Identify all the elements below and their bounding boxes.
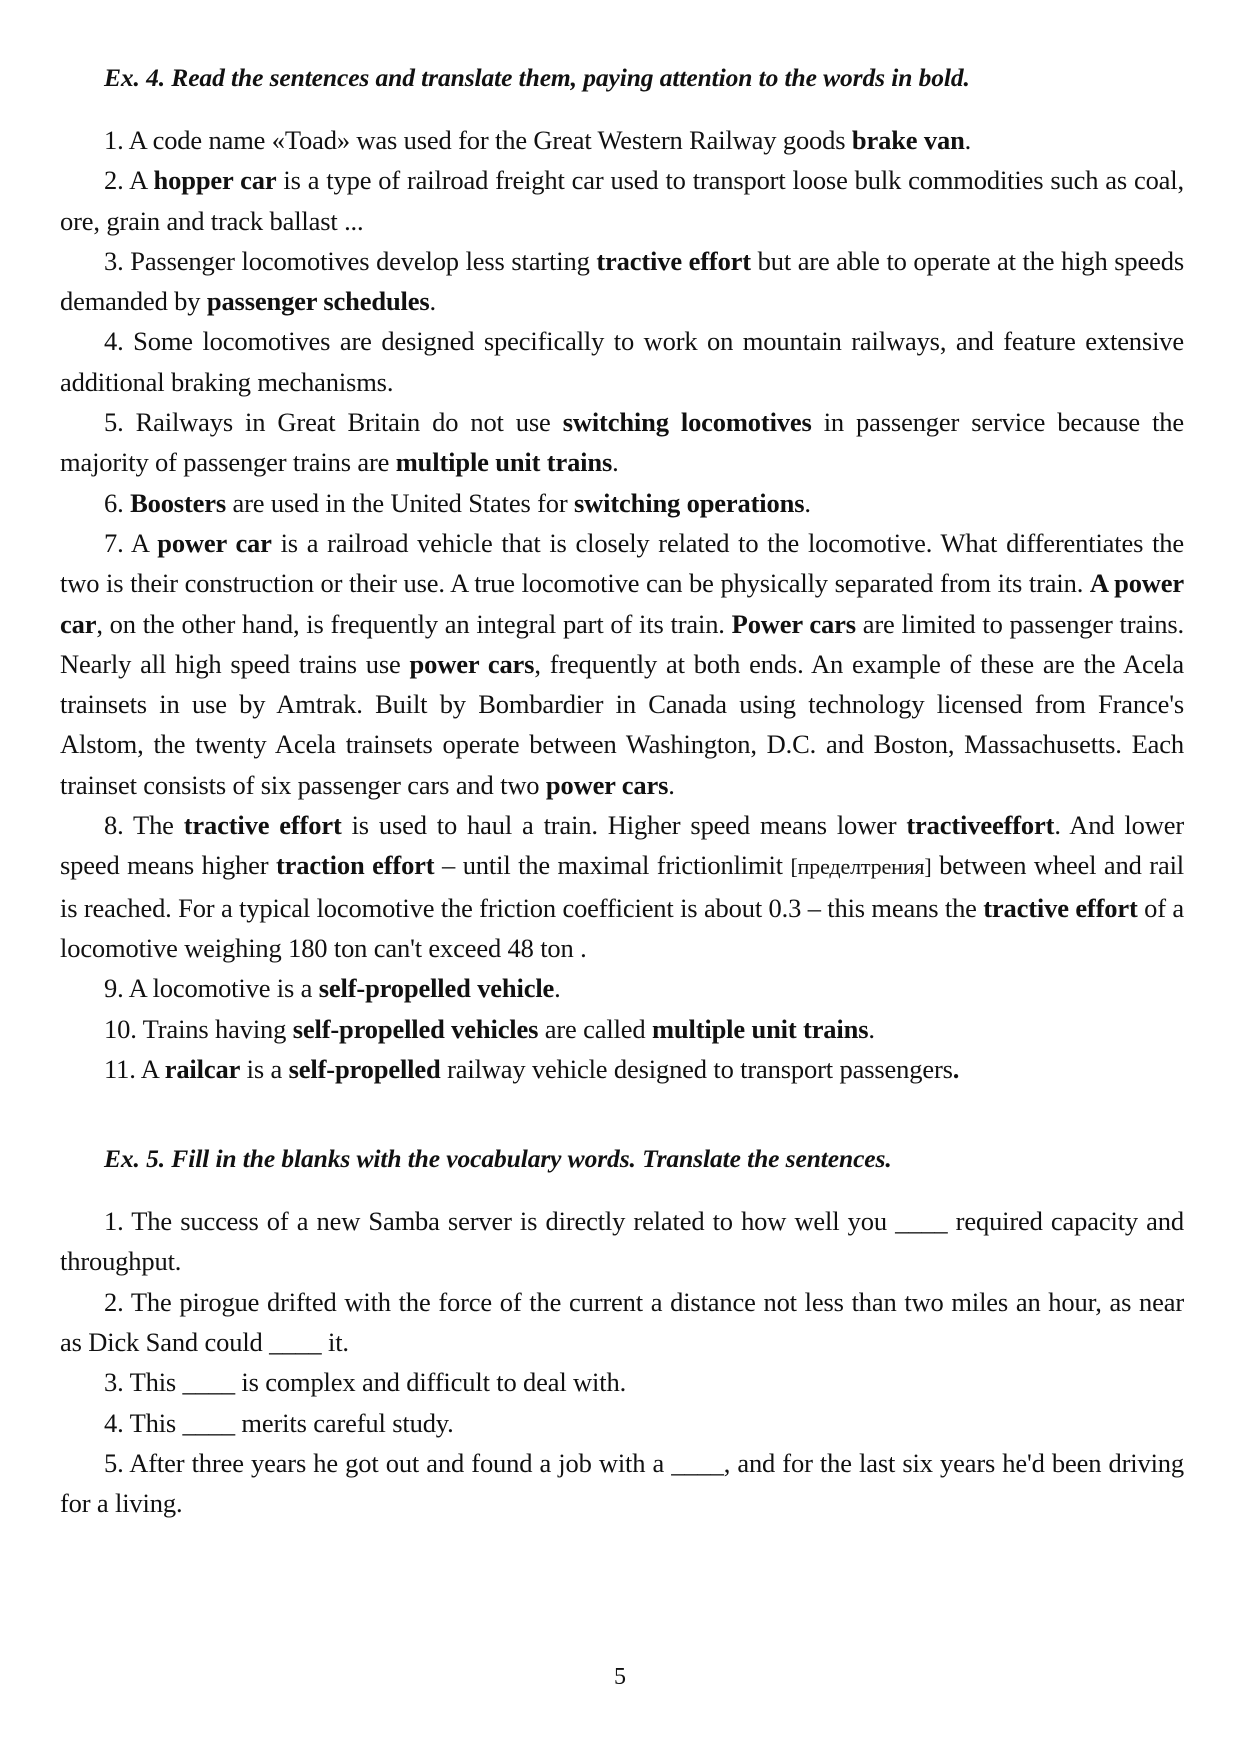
bold-term: tractive effort — [983, 892, 1138, 923]
sentence-list — [60, 120, 1184, 1089]
sentence-text: . — [554, 973, 561, 1004]
sentence-text: in passenger service because the majority of passenger trains are — [60, 407, 1184, 478]
bold-term: switching operations — [574, 487, 805, 518]
sentence-text: . — [612, 447, 619, 478]
document-page — [60, 58, 1184, 1524]
sentence-item — [60, 402, 1184, 483]
sentence-text: 7. A — [104, 527, 158, 558]
sentence-text: 11. A — [104, 1053, 165, 1084]
bold-term: self-propelled — [288, 1053, 441, 1084]
sentence-text: of a locomotive weighing 180 ton can't exceed 48 ton . — [60, 892, 1185, 963]
sentence-text: . — [964, 125, 972, 155]
sentence-list — [60, 1201, 1184, 1523]
sentence-text: . — [868, 1013, 875, 1044]
sentence-item — [60, 1443, 1184, 1524]
sentence-item — [60, 523, 1184, 805]
bold-term: brake van — [851, 125, 965, 155]
exercise-4 — [60, 58, 1184, 1089]
sentence-text: railway vehicle designed to transport passengers — [440, 1053, 953, 1084]
bold-term: railcar — [164, 1053, 241, 1084]
sentence-text: are called — [538, 1013, 652, 1044]
sentence-text: but are able to operate at the high speeds demanded by — [60, 245, 1185, 317]
sentence-text: is used to haul a train. Higher speed means lower — [341, 810, 907, 841]
sentence-text: 2. The pirogue drifted with the force of the current a distance not less than two miles an hour, as near as Dick Sand could ____ it. — [60, 1286, 1184, 1358]
sentence-text: . — [804, 487, 811, 518]
bold-term: A power car — [60, 568, 1185, 639]
sentence-text: 4. Some locomotives are designed specifically to work on mountain railways, and feature extensive additional braking mechanisms. — [60, 326, 1184, 397]
sentence-text: . — [668, 769, 675, 800]
sentence-text: 10. Trains having — [104, 1013, 293, 1044]
sentence-item — [60, 483, 1184, 523]
sentence-text: is a — [240, 1053, 289, 1084]
exercise-heading: Ex. 4. Read the sentences and translate them, paying attention to the words in bold. — [104, 63, 970, 92]
sentence-text: , frequently at both ends. An example of these are the Acela trainsets in use by Amtrak. Built by Bombardier in Canada using technology licensed from France's Alstom, the twenty Acela trainsets operate between Washington, D.C. and Boston, Massachusetts. Each trainset consists of six passenger cars and two — [60, 648, 1185, 800]
bold-term: tractive effort — [596, 245, 751, 276]
sentence-item — [60, 1009, 1184, 1049]
bold-term: power car — [157, 527, 272, 558]
sentence-text: are limited to passenger trains. Nearly all high speed trains use — [60, 608, 1184, 679]
bold-term: Boosters — [130, 487, 227, 518]
sentence-item — [60, 241, 1184, 322]
sentence-text: . — [429, 286, 437, 317]
sentence-item — [60, 805, 1184, 968]
exercise-5 — [60, 1139, 1184, 1523]
sentence-text: 1. The success of a new Samba server is directly related to how well you ____ required capacity and throughput. — [60, 1206, 1184, 1277]
sentence-item — [60, 968, 1184, 1008]
bold-term: . — [952, 1053, 960, 1084]
exercise-heading: Ex. 5. Fill in the blanks with the vocabulary words. Translate the sentences. — [104, 1144, 892, 1174]
bold-term: tractive effort — [183, 810, 342, 841]
sentence-text: 9. A locomotive is a — [104, 973, 319, 1004]
bold-term: multiple unit trains — [395, 447, 613, 478]
sentence-text: 5. Railways in Great Britain do not use — [104, 407, 563, 438]
page-number: 5 — [614, 1664, 626, 1690]
sentence-item — [60, 321, 1184, 402]
sentence-text: 5. After three years he got out and found a job with a ____, and for the last six years he'd been driving for a living. — [60, 1447, 1184, 1519]
bold-term: self-propelled vehicle — [318, 973, 555, 1004]
sentence-item — [60, 1201, 1184, 1282]
bold-term: hopper car — [153, 165, 277, 196]
bold-term: passenger schedules — [206, 286, 430, 317]
sentence-text: are used in the United States for — [226, 487, 574, 518]
bold-term: power cars — [409, 648, 535, 679]
bold-term: power cars — [545, 769, 669, 800]
bold-term: multiple unit trains — [651, 1013, 869, 1044]
sentence-text: 3. This ____ is complex and difficult to deal with. — [104, 1367, 627, 1398]
bold-term: Power cars — [731, 608, 856, 639]
sentence-text: , on the other hand, is frequently an integral part of its train. — [96, 608, 732, 639]
russian-gloss: [пределтрения] — [790, 854, 932, 880]
sentence-item — [60, 1049, 1184, 1089]
sentence-text: is a railroad vehicle that is closely related to the locomotive. What differentiates the two is their construction or their use. A true locomotive can be physically separated from its train. — [60, 527, 1184, 599]
sentence-text: . And lower speed means higher — [60, 810, 1184, 881]
sentence-item — [60, 1362, 1184, 1402]
sentence-text: 6. — [104, 487, 131, 518]
bold-term: switching locomotives — [562, 407, 812, 438]
bold-term: tractiveeffort — [906, 810, 1055, 841]
sentence-text: between wheel and rail is reached. For a typical locomotive the friction coefficient is about 0.3 – this means the — [60, 850, 1185, 923]
sentence-text: is a type of railroad freight car used to transport loose bulk commodities such as coal, ore, grain and track ballast ... — [60, 165, 1184, 236]
sentence-item — [60, 1403, 1184, 1443]
bold-term: traction effort — [276, 850, 435, 881]
sentence-text: 4. This ____ merits careful study. — [104, 1407, 454, 1438]
sentence-item — [60, 160, 1184, 241]
sentence-text: 1. A code name «Toad» was used for the Great Western Railway goods — [104, 125, 852, 155]
sentence-item — [60, 1282, 1184, 1363]
sentence-text: – until the maximal frictionlimit — [434, 850, 791, 881]
sentence-item — [60, 120, 1184, 160]
sentence-text: 2. A — [104, 165, 154, 196]
sentence-text: 8. The — [104, 810, 184, 841]
sentence-text: 3. Passenger locomotives develop less starting — [104, 245, 597, 276]
bold-term: self-propelled vehicles — [292, 1013, 539, 1044]
